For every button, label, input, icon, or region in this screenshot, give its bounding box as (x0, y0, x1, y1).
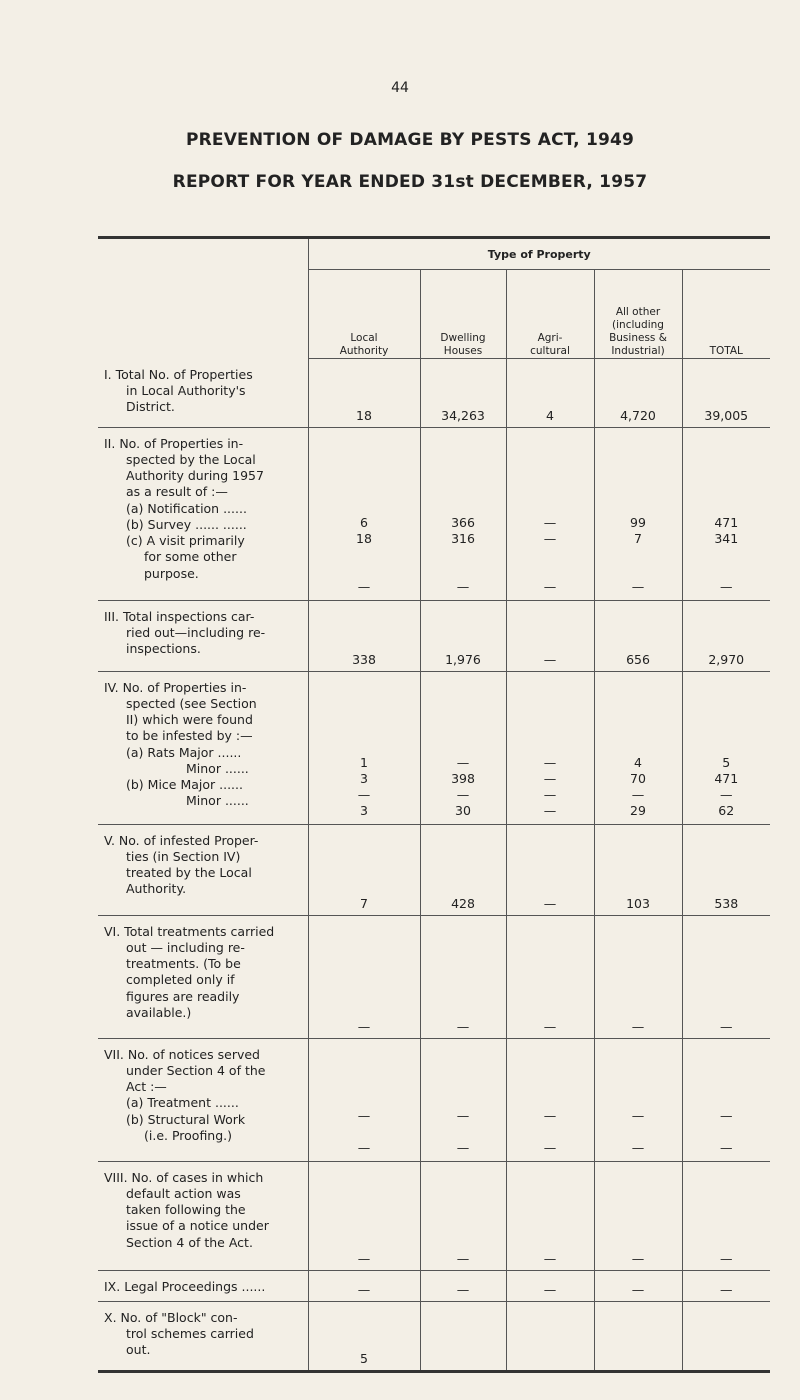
cell: — (594, 1161, 682, 1270)
cell-group: 6 18 — (308, 427, 420, 600)
column-header-dwelling-houses: Dwelling Houses (420, 270, 506, 359)
cell: — (506, 824, 594, 915)
cell-group: 5 471 — 62 (682, 671, 770, 824)
cell-group: — — (506, 1038, 594, 1161)
cell: 34,263 (420, 359, 506, 428)
cell: 538 (682, 824, 770, 915)
cell-group: — — (594, 1038, 682, 1161)
report-title: PREVENTION OF DAMAGE BY PESTS ACT, 1949 (185, 130, 635, 150)
cell: 7 (308, 824, 420, 915)
cell: — (506, 1270, 594, 1301)
column-header-local-authority: Local Authority (308, 270, 420, 359)
table-row (98, 1270, 770, 1301)
row-label-block-control: X. No. of "Block" con- trol schemes carried out. (98, 1301, 308, 1371)
cell-group: — — — (506, 427, 594, 600)
cell: 4 (506, 359, 594, 428)
cell: 103 (594, 824, 682, 915)
cell: — (506, 915, 594, 1038)
table-row (98, 671, 770, 824)
cell-group: 4 70 — 29 (594, 671, 682, 824)
column-header-all-other: All other (including Business & Industrial) (594, 270, 682, 359)
cell: — (420, 1270, 506, 1301)
table-row (98, 1161, 770, 1270)
row-label-total-inspections: III. Total inspections car- ried out—including re- inspections. (98, 600, 308, 671)
cell-group: 366 316 — (420, 427, 506, 600)
cell: — (308, 915, 420, 1038)
cell: — (308, 1270, 420, 1301)
pests-report-table (98, 236, 770, 1373)
cell: 5 (308, 1301, 420, 1371)
table-row (98, 427, 770, 600)
row-label-total-treatments: VI. Total treatments carried out — including re- treatments. (To be completed only if figures are readily available.) (98, 915, 308, 1038)
table-row (98, 915, 770, 1038)
cell-group: 99 7 — (594, 427, 682, 600)
cell: 4,720 (594, 359, 682, 428)
cell-group: — — (682, 1038, 770, 1161)
cell: 338 (308, 600, 420, 671)
cell-group: 1 3 — 3 (308, 671, 420, 824)
cell: — (682, 915, 770, 1038)
row-label-notices-served: VII. No. of notices served under Section 4 of the Act :— (a) Treatment ...... (b) Structural Work (i.e. Proofing.) (98, 1038, 308, 1161)
cell: 656 (594, 600, 682, 671)
cell (420, 1301, 506, 1371)
table-row (98, 600, 770, 671)
cell: 428 (420, 824, 506, 915)
cell-group: — — (308, 1038, 420, 1161)
report-subtitle: REPORT FOR YEAR ENDED 31st DECEMBER, 1957 (172, 172, 648, 192)
cell: — (682, 1161, 770, 1270)
table-row (98, 359, 770, 428)
cell (682, 1301, 770, 1371)
cell-group: — — (420, 1038, 506, 1161)
cell-group: — 398 — 30 (420, 671, 506, 824)
column-header-total: TOTAL (682, 270, 770, 359)
cell: 18 (308, 359, 420, 428)
page-number: 44 (391, 80, 409, 96)
cell: — (420, 1161, 506, 1270)
cell-group: 471 341 — (682, 427, 770, 600)
cell (506, 1301, 594, 1371)
cell-group: — — — — (506, 671, 594, 824)
cell: 1,976 (420, 600, 506, 671)
type-of-property-header: Type of Property (308, 239, 770, 270)
cell: — (594, 1270, 682, 1301)
row-label-properties-inspected: II. No. of Properties in- spected by the Local Authority during 1957 as a result of :— (a) Notification ...... (b) Survey ...... ...... (c) A visit primarily for some other purpose. (98, 427, 308, 600)
row-label-infested-treated: V. No. of infested Proper- ties (in Section IV) treated by the Local Authority. (98, 824, 308, 915)
column-header-agricultural: Agri- cultural (506, 270, 594, 359)
cell: 39,005 (682, 359, 770, 428)
cell: 2,970 (682, 600, 770, 671)
row-label-legal-proceedings: IX. Legal Proceedings ...... (98, 1270, 308, 1301)
table-row (98, 1038, 770, 1161)
row-label-properties-infested: IV. No. of Properties in- spected (see Section II) which were found to be infested by :— (a) Rats Major ...... Minor ...... (b) Mice Major ...... Minor ...... (98, 671, 308, 824)
cell: — (420, 915, 506, 1038)
row-label-default-action: VIII. No. of cases in which default action was taken following the issue of a notice under Section 4 of the Act. (98, 1161, 308, 1270)
cell (594, 1301, 682, 1371)
table-row (98, 1301, 770, 1371)
cell: — (594, 915, 682, 1038)
cell: — (308, 1161, 420, 1270)
table-row (98, 824, 770, 915)
header-blank-cell (98, 239, 308, 359)
row-label-total-properties: I. Total No. of Properties in Local Authority's District. (98, 359, 308, 428)
cell: — (506, 1161, 594, 1270)
cell: — (506, 600, 594, 671)
cell: — (682, 1270, 770, 1301)
